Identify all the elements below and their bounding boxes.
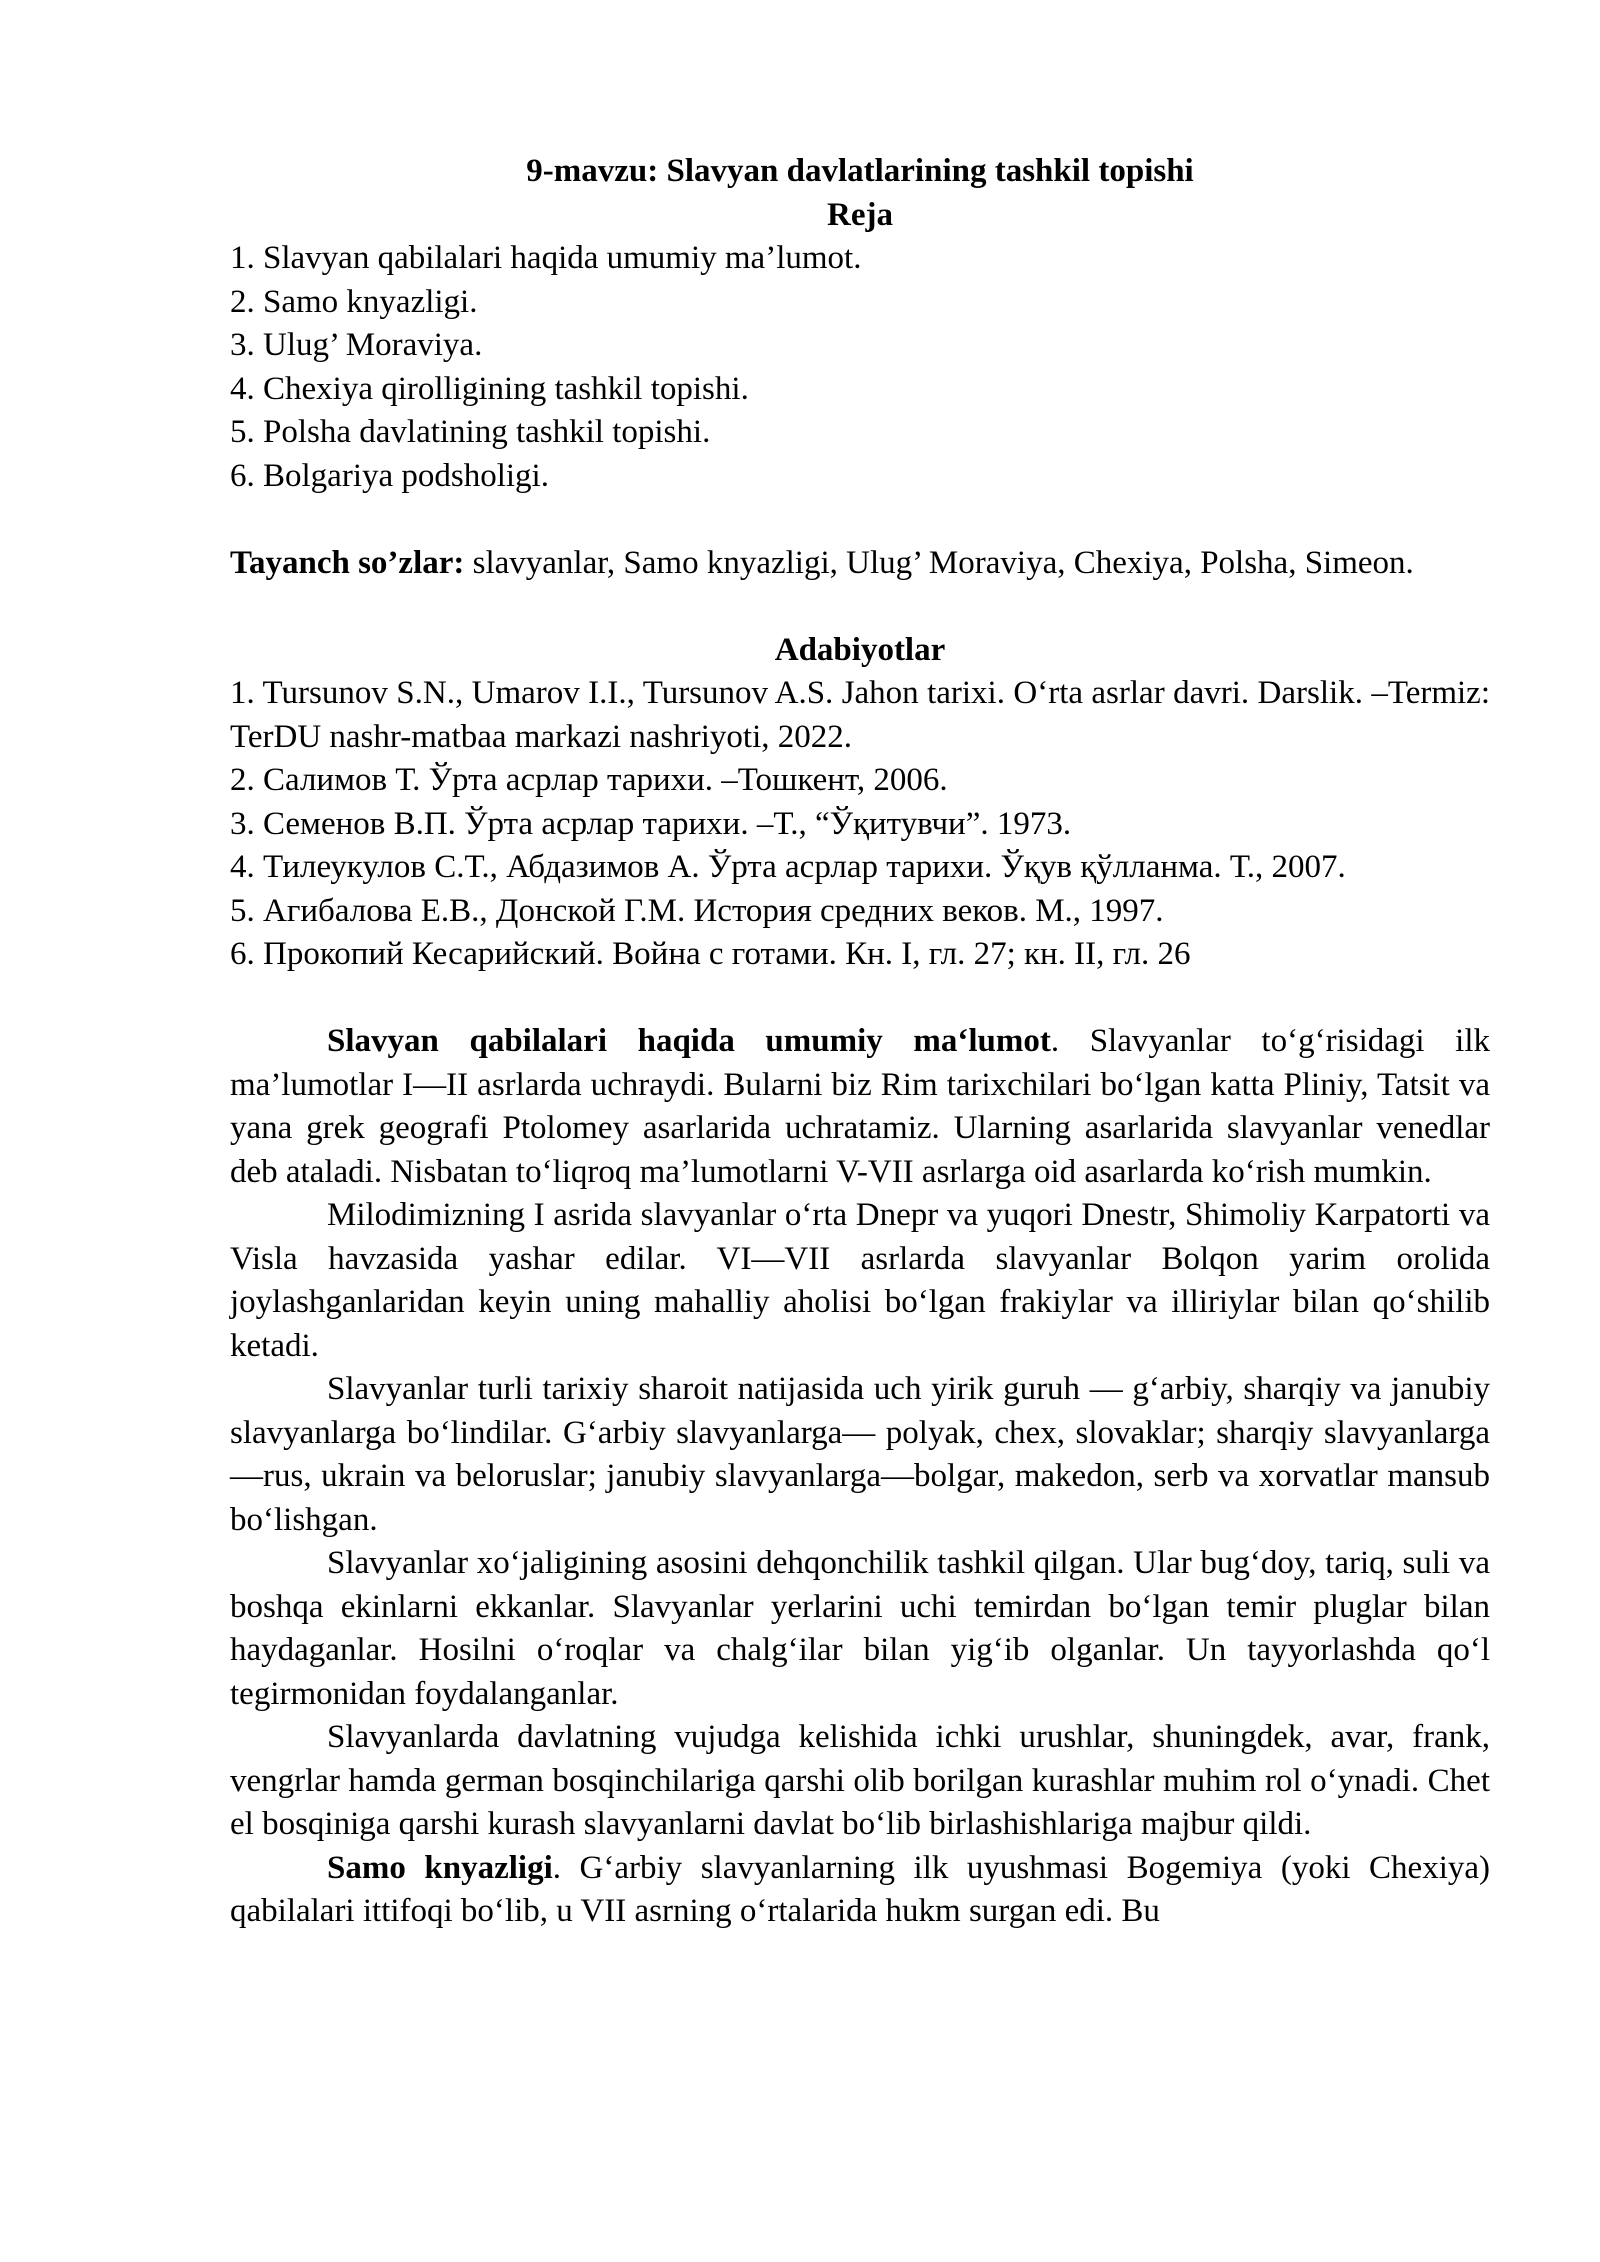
- plan-item: 2. Samo knyazligi.: [230, 283, 478, 320]
- keywords-block: [230, 542, 1490, 586]
- paragraph-lead: Samo knyazligi: [327, 1849, 553, 1886]
- plan-item: 1. Slavyan qabilalari haqida umumiy ma’lumot.: [230, 240, 862, 276]
- literature-item: 1. Tursunov S.N., Umarov I.I., Tursunov A.S. Jahon tarixi. O‘rta asrlar davri. Darslik. –Termiz: TerDU nashr-matbaa markazi nashriyoti, 2022.: [230, 675, 1490, 755]
- literature-list: [230, 672, 1490, 977]
- plan-item: 6. Bolgariya podsholigi.: [230, 457, 549, 494]
- spacer: [230, 498, 1490, 542]
- plan-heading: Reja: [827, 196, 893, 233]
- plan-item: 5. Polsha davlatining tashkil topishi.: [230, 414, 711, 450]
- document-title: 9-mavzu: Slavyan davlatlarining tashkil topishi: [526, 153, 1194, 189]
- paragraph-lead: Slavyan qabilalari haqida umumiy ma‘lumot: [327, 1023, 1051, 1059]
- plan-item: 3. Ulug’ Moraviya.: [230, 327, 483, 363]
- plan-list: [230, 237, 1490, 498]
- paragraph-text: Milodimizning I asrida slavyanlar o‘rta Dnepr va yuqori Dnestr, Shimoliy Karpatorti va Visla havzasida yashar edilar. VI—VII asrlarda slavyanlar Bolqon yarim orolida joylashganlaridan keyin uning mahalliy aholisi bo‘lgan frakiylar va illiriylar bilan qo‘shilib ketadi.: [230, 1197, 1490, 1364]
- paragraph-text: . G‘arbiy slavyanlarning ilk uyushmasi Bogemiya (yoki Chexiya) qabilalari ittifoqi bo‘lib, u VII asrning o‘rtalarida hukm surgan edi. Bu: [230, 1849, 1490, 1929]
- document-page: [230, 150, 1490, 1934]
- paragraph: [230, 1847, 1490, 1934]
- literature-item: 5. Агибалова Е.В., Донской Г.М. История средних веков. М., 1997.: [230, 892, 1164, 929]
- keywords-text: slavyanlar, Samo knyazligi, Ulug’ Moraviya, Chexiya, Polsha, Simeon.: [464, 544, 1414, 581]
- paragraph-text: Slavyanlar xo‘jaligining asosini dehqonchilik tashkil qilgan. Ular bug‘doy, tariq, suli va boshqa ekinlarni ekkanlar. Slavyanlar yerlarini uchi temirdan bo‘lgan temir pluglar bilan haydaganlar. Hosilni o‘roqlar va chalg‘ilar bilan yig‘ib olganlar. Un tayyorlashda qo‘l tegirmonidan foydalanganlar.: [230, 1545, 1490, 1712]
- paragraph: [230, 1194, 1490, 1368]
- literature-heading: Adabiyotlar: [774, 631, 946, 668]
- spacer: [230, 585, 1490, 629]
- paragraph: [230, 1020, 1490, 1194]
- literature-item: 6. Прокопий Кесарийский. Война с готами. Кн. I, гл. 27; кн. II, гл. 26: [230, 936, 1191, 972]
- paragraph: [230, 1542, 1490, 1716]
- literature-item: 3. Семенов В.П. Ўрта асрлар тарихи. –Т., “Ўқитувчи”. 1973.: [230, 805, 1072, 842]
- spacer: [230, 977, 1490, 1021]
- paragraph-text: . Slavyanlar to‘g‘risidagi ilk ma’lumotlar I—II asrlarda uchraydi. Bularni biz Rim tarixchilari bo‘lgan katta Pliniy, Tatsit va yana grek geografi Ptolomey asarlarida uchratamiz. Ularning asarlarida slavyanlar venedlar deb ataladi. Nisbatan to‘liqroq ma’lumotlarni V-VII asrlarga oid asarlarda ko‘rish mumkin.: [230, 1023, 1490, 1190]
- literature-item: 4. Тилеукулов С.Т., Абдазимов А. Ўрта асрлар тарихи. Ўқув қўлланма. Т., 2007.: [230, 849, 1346, 885]
- plan-item: 4. Chexiya qirolligining tashkil topishi.: [230, 370, 749, 407]
- keywords-label: Tayanch so’zlar:: [230, 544, 465, 581]
- literature-item: 2. Салимов Т. Ўрта асрлар тарихи. –Тошкент, 2006.: [230, 762, 948, 798]
- paragraph: [230, 1716, 1490, 1847]
- paragraph: [230, 1368, 1490, 1542]
- body-text: [230, 1020, 1490, 1934]
- paragraph-text: Slavyanlar turli tarixiy sharoit natijasida uch yirik guruh — g‘arbiy, sharqiy va janubiy slavyanlarga bo‘lindilar. G‘arbiy slavyanlarga— polyak, chex, slovaklar; sharqiy slavyanlarga—rus, ukrain va beloruslar; janubiy slavyanlarga—bolgar, makedon, serb va xorvatlar mansub bo‘lishgan.: [230, 1371, 1490, 1538]
- paragraph-text: Slavyanlarda davlatning vujudga kelishida ichki urushlar, shuningdek, avar, frank, vengrlar hamda german bosqinchilariga qarshi olib borilgan kurashlar muhim rol o‘ynadi. Chet el bosqiniga qarshi kurash slavyanlarni davlat bo‘lib birlashishlariga majbur qildi.: [230, 1719, 1490, 1842]
